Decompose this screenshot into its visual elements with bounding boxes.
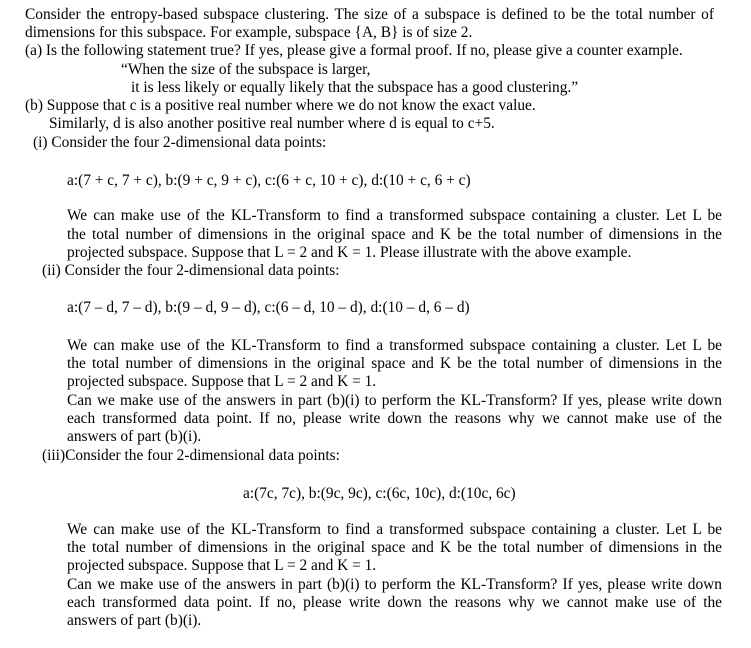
part-b-ii-text-line-5: each transformed data point. If no, please write down the reasons why we cannot make use of the	[67, 410, 722, 427]
part-b-i-label: (i) Consider the four 2-dimensional data points:	[33, 134, 327, 151]
part-b-ii-points: a:(7 – d, 7 – d), b:(9 – d, 9 – d), c:(6 – d, 10 – d), d:(10 – d, 6 – d)	[67, 299, 470, 316]
part-b-ii-text-line-1: We can make use of the KL-Transform to find a transformed subspace containing a cluster. Let L be	[67, 337, 722, 354]
part-a-question: (a) Is the following statement true? If yes, please give a formal proof. If no, please give a counter example.	[25, 42, 683, 59]
part-b-i-text-line-1: We can make use of the KL-Transform to find a transformed subspace containing a cluster. Let L be	[67, 207, 722, 224]
part-b-iii-text-line-4: Can we make use of the answers in part (b)(i) to perform the KL-Transform? If yes, please write down	[67, 576, 722, 593]
part-b-ii-text-line-6: answers of part (b)(i).	[67, 428, 202, 445]
part-b-ii-label: (ii) Consider the four 2-dimensional data points:	[42, 262, 340, 279]
part-a-quote-line-1: “When the size of the subspace is larger,	[121, 61, 371, 78]
intro-line-2: dimensions for this subspace. For example, subspace {A, B} is of size 2.	[25, 24, 473, 41]
part-b-iii-text-line-5: each transformed data point. If no, please write down the reasons why we cannot make use of the	[67, 594, 722, 611]
part-b-i-text-line-2: the total number of dimensions in the original space and K be the total number of dimensions in the	[67, 226, 722, 243]
part-b-i-text-line-3: projected subspace. Suppose that L = 2 and K = 1. Please illustrate with the above example.	[67, 244, 632, 261]
part-b-iii-text-line-6: answers of part (b)(i).	[67, 612, 202, 629]
part-b-intro-line-2: Similarly, d is also another positive real number where d is equal to c+5.	[49, 115, 495, 132]
part-b-ii-text-line-3: projected subspace. Suppose that L = 2 and K = 1.	[67, 373, 377, 390]
part-b-iii-text-line-1: We can make use of the KL-Transform to find a transformed subspace containing a cluster. Let L be	[67, 521, 722, 538]
part-a-quote-line-2: it is less likely or equally likely that the subspace has a good clustering.”	[131, 79, 579, 96]
intro-line-1: Consider the entropy-based subspace clustering. The size of a subspace is defined to be the total number of	[25, 6, 714, 23]
part-b-iii-text-line-2: the total number of dimensions in the original space and K be the total number of dimensions in the	[67, 539, 722, 556]
part-b-iii-label: (iii)Consider the four 2-dimensional data points:	[42, 447, 340, 464]
part-b-ii-text-line-4: Can we make use of the answers in part (b)(i) to perform the KL-Transform? If yes, please write down	[67, 392, 722, 409]
part-b-ii-text-line-2: the total number of dimensions in the original space and K be the total number of dimensions in the	[67, 355, 722, 372]
part-b-intro-line-1: (b) Suppose that c is a positive real number where we do not know the exact value.	[25, 97, 536, 114]
part-b-iii-points: a:(7c, 7c), b:(9c, 9c), c:(6c, 10c), d:(10c, 6c)	[243, 485, 516, 502]
part-b-iii-text-line-3: projected subspace. Suppose that L = 2 and K = 1.	[67, 557, 377, 574]
part-b-i-points: a:(7 + c, 7 + c), b:(9 + c, 9 + c), c:(6 + c, 10 + c), d:(10 + c, 6 + c)	[67, 172, 471, 189]
